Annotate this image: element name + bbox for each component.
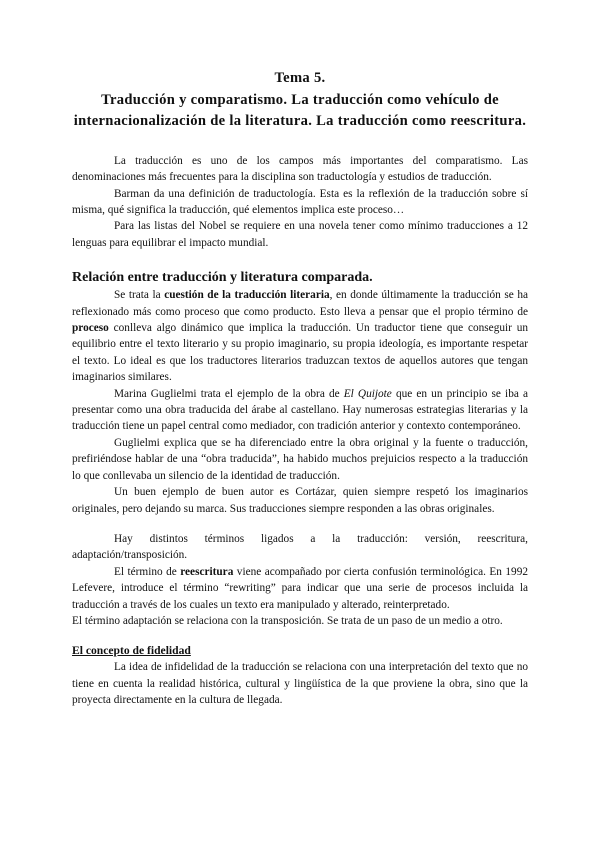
topic-number: Tema 5.	[274, 70, 326, 86]
section1-paragraph-7: El término adaptación se relaciona con la transposición. Se trata de un paso de un medio a otro.	[72, 614, 503, 627]
intro-paragraph-3: Para las listas del Nobel se requiere en una novela tener como mínimo traducciones a 12 lenguas para equilibrar el impacto mundial.	[72, 220, 528, 249]
document-title	[72, 68, 528, 133]
intro-paragraph-2: Barman da una definición de traductología. Esta es la reflexión de la traducción sobre sí misma, qué significa la traducción, qué elementos implica este proceso…	[72, 187, 528, 216]
topic-title: Traducción y comparatismo. La traducción como vehículo de internacionalización de la literatura. La traducción como reescritura.	[73, 91, 527, 130]
section1-paragraph-3: Guglielmi explica que se ha diferenciado entre la obra original y la fuente o traducción, prefiriéndose hablar de una “obra traducida”, ha habido muchos prejuicios respecto a la traducción lo que conllevaba un silencio de la identidad de traducción.	[72, 436, 528, 482]
section1-paragraph-1: Se trata la cuestión de la traducción literaria, en donde últimamente la traducción se ha reflexionado más como proceso que como producto. Esto lleva a pensar que el propio término de proceso conlleva algo dinámico que implica la traducción. Un traductor tiene que conseguir un equilibrio entre el texto literario y su propio imaginario, su propia ideología, es importante respetar el texto. Lo ideal es que los traductores literarios traduzcan textos de aquellos autores que tengan imaginarios similares.	[72, 289, 528, 384]
section-heading-relacion: Relación entre traducción y literatura comparada.	[72, 270, 373, 286]
section-heading-fidelidad: El concepto de fidelidad	[72, 644, 191, 658]
section1-paragraph-6: El término de reescritura viene acompañado por cierta confusión terminológica. En 1992 Lefevere, introduce el término “rewriting” para indicar que una serie de procesos incluida la traducción a través de los cuales un texto era manipulado y alterado, reinterpretado.	[72, 565, 529, 611]
intro-paragraph-1: La traducción es uno de los campos más importantes del comparatismo. Las denominaciones más frecuentes para la disciplina son traductología y estudios de traducción.	[72, 154, 528, 184]
document-page	[72, 68, 528, 709]
section1-paragraph-4: Un buen ejemplo de buen autor es Cortázar, quien siempre respetó los imaginarios originales, pero dejando su marca. Sus traducciones siempre responden a las obras originales.	[72, 486, 528, 515]
section2-paragraph-1: La idea de infidelidad de la traducción se relaciona con una interpretación del texto que no tiene en cuenta la realidad histórica, cultural y lingüística de la que proviene la obra, sino que la proyecta directamente en la cultura de llegada.	[72, 661, 528, 707]
section1-paragraph-2: Marina Guglielmi trata el ejemplo de la obra de El Quijote que en un principio se iba a presentar como una obra traducida del árabe al castellano. Hay numerosas estrategias literarias y la traducción tiene un papel central como mediador, con tradición anterior y contexto contemporáneo.	[72, 387, 528, 433]
section1-paragraph-5: Hay distintos términos ligados a la traducción: versión, reescritura, adaptación/transposición.	[72, 532, 528, 562]
